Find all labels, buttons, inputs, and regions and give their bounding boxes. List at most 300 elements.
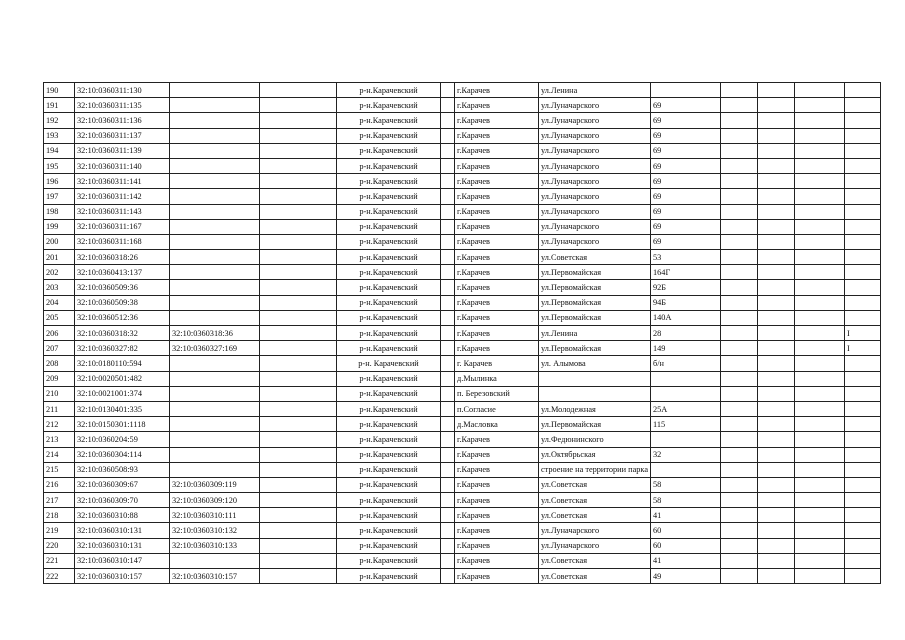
cell-house-number: 149 [651, 341, 721, 356]
cell-cadastral-number: 32:10:0360310:147 [75, 553, 170, 568]
cell-col-11 [758, 523, 795, 538]
cell-related-cadastral-number [170, 295, 260, 310]
table-row [44, 310, 881, 325]
table-row [44, 98, 881, 113]
table-row [44, 204, 881, 219]
cell-district: р-н.Карачевский [337, 553, 441, 568]
cell-col-11 [758, 432, 795, 447]
cell-street: ул.Ленина [539, 326, 651, 341]
cell-locality: г.Карачев [455, 98, 539, 113]
cell-house-number: 28 [651, 326, 721, 341]
cell-related-cadastral-number [170, 265, 260, 280]
cell-extra-field [260, 310, 337, 325]
cell-col-12 [795, 280, 845, 295]
cell-blank [441, 341, 455, 356]
cell-col-13 [845, 447, 881, 462]
cell-cadastral-number: 32:10:0020501:482 [75, 371, 170, 386]
cell-house-number: 69 [651, 189, 721, 204]
cell-col-13 [845, 83, 881, 98]
cell-locality: г.Карачев [455, 538, 539, 553]
cell-house-number: 69 [651, 128, 721, 143]
cell-col-13 [845, 477, 881, 492]
cell-col-11 [758, 310, 795, 325]
cell-row-number: 218 [44, 508, 75, 523]
cell-row-number: 202 [44, 265, 75, 280]
cell-cadastral-number: 32:10:0360310:157 [75, 569, 170, 584]
cell-extra-field [260, 128, 337, 143]
cell-extra-field [260, 356, 337, 371]
cell-district: р-н.Карачевский [337, 386, 441, 401]
cell-row-number: 194 [44, 143, 75, 158]
cell-street: ул.Советская [539, 569, 651, 584]
cell-district: р-н.Карачевский [337, 569, 441, 584]
cell-col-13 [845, 280, 881, 295]
cell-col-11 [758, 98, 795, 113]
cell-col-10 [721, 508, 758, 523]
cell-locality: г.Карачев [455, 493, 539, 508]
cell-street: ул.Молодежная [539, 401, 651, 416]
cell-col-11 [758, 234, 795, 249]
table-row [44, 477, 881, 492]
cell-col-11 [758, 204, 795, 219]
cell-extra-field [260, 523, 337, 538]
cell-house-number: 69 [651, 143, 721, 158]
cell-row-number: 213 [44, 432, 75, 447]
cell-street: ул.Ленина [539, 83, 651, 98]
cell-col-13 [845, 401, 881, 416]
cell-extra-field [260, 553, 337, 568]
table-row [44, 493, 881, 508]
cell-row-number: 219 [44, 523, 75, 538]
cell-col-13 [845, 250, 881, 265]
cell-blank [441, 447, 455, 462]
cell-col-11 [758, 538, 795, 553]
cell-blank [441, 326, 455, 341]
cell-col-10 [721, 113, 758, 128]
cell-extra-field [260, 158, 337, 173]
cell-col-11 [758, 341, 795, 356]
cell-street: ул.Луначарского [539, 174, 651, 189]
cell-district: р-н.Карачевский [337, 432, 441, 447]
cell-street: ул.Луначарского [539, 158, 651, 173]
cell-street [539, 386, 651, 401]
cell-blank [441, 493, 455, 508]
cell-district: р-н.Карачевский [337, 493, 441, 508]
cell-col-13 [845, 143, 881, 158]
cell-col-10 [721, 493, 758, 508]
cell-col-10 [721, 280, 758, 295]
table-row [44, 401, 881, 416]
cell-house-number [651, 432, 721, 447]
cell-extra-field [260, 295, 337, 310]
cell-row-number: 204 [44, 295, 75, 310]
cell-district: р-н.Карачевский [337, 417, 441, 432]
cell-district: р-н.Карачевский [337, 341, 441, 356]
cell-col-11 [758, 462, 795, 477]
cell-row-number: 200 [44, 234, 75, 249]
table-row [44, 569, 881, 584]
cell-district: р-н.Карачевский [337, 83, 441, 98]
cell-street: ул.Луначарского [539, 143, 651, 158]
cell-related-cadastral-number [170, 356, 260, 371]
cell-street: ул.Луначарского [539, 523, 651, 538]
cell-related-cadastral-number [170, 204, 260, 219]
cell-col-12 [795, 356, 845, 371]
table-row [44, 280, 881, 295]
cell-extra-field [260, 250, 337, 265]
cell-col-13 [845, 174, 881, 189]
cell-related-cadastral-number [170, 386, 260, 401]
cell-extra-field [260, 174, 337, 189]
cell-col-11 [758, 417, 795, 432]
cell-col-10 [721, 265, 758, 280]
cell-cadastral-number: 32:10:0360311:141 [75, 174, 170, 189]
cell-col-10 [721, 143, 758, 158]
cell-col-10 [721, 477, 758, 492]
cell-house-number: 69 [651, 158, 721, 173]
cell-extra-field [260, 83, 337, 98]
cell-col-13 [845, 417, 881, 432]
cell-locality: г.Карачев [455, 143, 539, 158]
cell-locality: г.Карачев [455, 113, 539, 128]
cell-house-number [651, 462, 721, 477]
cell-row-number: 208 [44, 356, 75, 371]
cell-col-10 [721, 553, 758, 568]
table-row [44, 371, 881, 386]
cell-row-number: 197 [44, 189, 75, 204]
cell-related-cadastral-number [170, 553, 260, 568]
cell-related-cadastral-number [170, 158, 260, 173]
cell-district: р-н.Карачевский [337, 477, 441, 492]
cell-blank [441, 386, 455, 401]
cell-col-10 [721, 83, 758, 98]
cell-cadastral-number: 32:10:0360512:36 [75, 310, 170, 325]
cell-house-number: 140А [651, 310, 721, 325]
cell-blank [441, 280, 455, 295]
cell-col-13 [845, 219, 881, 234]
cell-col-10 [721, 295, 758, 310]
cell-blank [441, 371, 455, 386]
cell-extra-field [260, 189, 337, 204]
cell-col-12 [795, 493, 845, 508]
cell-related-cadastral-number [170, 174, 260, 189]
cell-district: р-н.Карачевский [337, 174, 441, 189]
cell-col-12 [795, 234, 845, 249]
cell-locality: г.Карачев [455, 523, 539, 538]
table-row [44, 143, 881, 158]
cell-blank [441, 98, 455, 113]
cell-cadastral-number: 32:10:0360318:32 [75, 326, 170, 341]
cell-related-cadastral-number [170, 401, 260, 416]
table-row [44, 356, 881, 371]
cell-house-number [651, 386, 721, 401]
cell-house-number: 69 [651, 174, 721, 189]
cell-street: ул.Первомайская [539, 310, 651, 325]
cell-blank [441, 83, 455, 98]
cell-cadastral-number: 32:10:0360311:136 [75, 113, 170, 128]
table-row [44, 295, 881, 310]
cell-extra-field [260, 234, 337, 249]
cell-extra-field [260, 143, 337, 158]
cell-col-10 [721, 158, 758, 173]
cell-col-13 [845, 189, 881, 204]
cell-extra-field [260, 326, 337, 341]
cell-district: р-н.Карачевский [337, 128, 441, 143]
cell-col-13 [845, 265, 881, 280]
cell-col-12 [795, 417, 845, 432]
cell-district: р-н.Карачевский [337, 98, 441, 113]
cell-col-10 [721, 417, 758, 432]
cell-street: ул.Луначарского [539, 538, 651, 553]
table-row [44, 174, 881, 189]
table-row [44, 189, 881, 204]
cell-related-cadastral-number [170, 250, 260, 265]
table-row [44, 128, 881, 143]
cell-col-10 [721, 250, 758, 265]
cell-col-12 [795, 219, 845, 234]
table-row [44, 553, 881, 568]
cell-col-11 [758, 493, 795, 508]
cell-col-12 [795, 143, 845, 158]
cell-blank [441, 189, 455, 204]
cell-district: р-н. Карачевский [337, 356, 441, 371]
table-row [44, 447, 881, 462]
table-row [44, 508, 881, 523]
cell-extra-field [260, 113, 337, 128]
cell-district: р-н.Карачевский [337, 219, 441, 234]
table-row [44, 386, 881, 401]
cell-col-11 [758, 158, 795, 173]
cell-col-12 [795, 128, 845, 143]
cell-cadastral-number: 32:10:0130401:335 [75, 401, 170, 416]
table-row [44, 462, 881, 477]
cell-col-10 [721, 386, 758, 401]
cell-blank [441, 462, 455, 477]
cell-cadastral-number: 32:10:0360327:82 [75, 341, 170, 356]
cell-row-number: 215 [44, 462, 75, 477]
cell-house-number: 69 [651, 204, 721, 219]
cell-col-12 [795, 401, 845, 416]
cell-col-12 [795, 250, 845, 265]
cell-blank [441, 265, 455, 280]
cell-house-number [651, 83, 721, 98]
cell-col-12 [795, 113, 845, 128]
table-row [44, 219, 881, 234]
cell-related-cadastral-number: 32:10:0360310:111 [170, 508, 260, 523]
cell-street: ул.Первомайская [539, 417, 651, 432]
cell-cadastral-number: 32:10:0021001:374 [75, 386, 170, 401]
cell-district: р-н.Карачевский [337, 113, 441, 128]
cell-street: ул.Луначарского [539, 113, 651, 128]
cell-extra-field [260, 432, 337, 447]
cell-district: р-н.Карачевский [337, 158, 441, 173]
table-row [44, 265, 881, 280]
cell-blank [441, 250, 455, 265]
cell-col-13: I [845, 341, 881, 356]
cell-col-12 [795, 569, 845, 584]
table-row [44, 432, 881, 447]
cell-locality: г.Карачев [455, 295, 539, 310]
cell-col-12 [795, 447, 845, 462]
cell-col-12 [795, 523, 845, 538]
cell-col-13 [845, 523, 881, 538]
table-row [44, 250, 881, 265]
cell-district: р-н.Карачевский [337, 401, 441, 416]
cell-col-11 [758, 477, 795, 492]
table-row [44, 417, 881, 432]
cell-cadastral-number: 32:10:0360309:67 [75, 477, 170, 492]
cell-house-number: 164Г [651, 265, 721, 280]
cell-locality: г.Карачев [455, 462, 539, 477]
cell-col-12 [795, 295, 845, 310]
cell-locality: г.Карачев [455, 174, 539, 189]
cell-col-10 [721, 219, 758, 234]
cell-col-12 [795, 98, 845, 113]
cell-locality: г.Карачев [455, 508, 539, 523]
cell-col-12 [795, 371, 845, 386]
cell-extra-field [260, 386, 337, 401]
cell-related-cadastral-number [170, 310, 260, 325]
cell-cadastral-number: 32:10:0360311:168 [75, 234, 170, 249]
cell-street: ул.Федюнинского [539, 432, 651, 447]
cell-street [539, 371, 651, 386]
cell-related-cadastral-number [170, 219, 260, 234]
cell-extra-field [260, 493, 337, 508]
cell-col-11 [758, 250, 795, 265]
cell-related-cadastral-number: 32:10:0360318:36 [170, 326, 260, 341]
cell-col-10 [721, 128, 758, 143]
cell-house-number: 41 [651, 553, 721, 568]
cell-col-13 [845, 158, 881, 173]
cell-related-cadastral-number: 32:10:0360310:133 [170, 538, 260, 553]
cell-row-number: 195 [44, 158, 75, 173]
cell-locality: п.Согласие [455, 401, 539, 416]
cell-row-number: 211 [44, 401, 75, 416]
cell-related-cadastral-number: 32:10:0360310:132 [170, 523, 260, 538]
cell-street: ул.Советская [539, 508, 651, 523]
cell-locality: г.Карачев [455, 432, 539, 447]
cell-blank [441, 143, 455, 158]
cell-related-cadastral-number: 32:10:0360327:169 [170, 341, 260, 356]
cell-house-number: 69 [651, 98, 721, 113]
cell-col-12 [795, 386, 845, 401]
cell-col-11 [758, 569, 795, 584]
cell-district: р-н.Карачевский [337, 265, 441, 280]
cell-street: ул.Луначарского [539, 128, 651, 143]
cell-cadastral-number: 32:10:0360311:142 [75, 189, 170, 204]
cell-col-12 [795, 462, 845, 477]
cell-col-11 [758, 143, 795, 158]
cell-related-cadastral-number [170, 113, 260, 128]
cell-col-10 [721, 356, 758, 371]
cell-locality: г.Карачев [455, 219, 539, 234]
cell-col-10 [721, 401, 758, 416]
cell-blank [441, 128, 455, 143]
cell-street: ул.Луначарского [539, 204, 651, 219]
cell-col-13 [845, 295, 881, 310]
cell-col-12 [795, 538, 845, 553]
cell-locality: г.Карачев [455, 477, 539, 492]
cell-col-12 [795, 265, 845, 280]
cell-related-cadastral-number: 32:10:0360309:120 [170, 493, 260, 508]
cell-extra-field [260, 447, 337, 462]
cell-col-13 [845, 569, 881, 584]
cell-col-12 [795, 477, 845, 492]
table-row [44, 83, 881, 98]
cell-blank [441, 508, 455, 523]
cell-cadastral-number: 32:10:0180110:594 [75, 356, 170, 371]
cell-house-number: 53 [651, 250, 721, 265]
cell-district: р-н.Карачевский [337, 310, 441, 325]
cell-col-13 [845, 204, 881, 219]
cell-col-11 [758, 280, 795, 295]
cell-extra-field [260, 280, 337, 295]
cell-district: р-н.Карачевский [337, 462, 441, 477]
cell-extra-field [260, 204, 337, 219]
cell-col-12 [795, 83, 845, 98]
cell-district: р-н.Карачевский [337, 295, 441, 310]
cell-col-10 [721, 462, 758, 477]
cell-extra-field [260, 341, 337, 356]
cell-col-13 [845, 98, 881, 113]
cell-district: р-н.Карачевский [337, 189, 441, 204]
cell-house-number: 69 [651, 113, 721, 128]
cell-extra-field [260, 98, 337, 113]
cell-row-number: 210 [44, 386, 75, 401]
cell-col-11 [758, 401, 795, 416]
cell-col-13 [845, 128, 881, 143]
cell-district: р-н.Карачевский [337, 523, 441, 538]
cell-row-number: 209 [44, 371, 75, 386]
cell-house-number: 32 [651, 447, 721, 462]
cell-col-12 [795, 553, 845, 568]
cell-street: ул.Советская [539, 250, 651, 265]
cell-house-number: 94Б [651, 295, 721, 310]
cell-related-cadastral-number [170, 98, 260, 113]
table-row [44, 113, 881, 128]
cell-street: ул.Луначарского [539, 219, 651, 234]
cell-house-number: 49 [651, 569, 721, 584]
cell-street: ул.Первомайская [539, 295, 651, 310]
cell-district: р-н.Карачевский [337, 447, 441, 462]
cell-district: р-н.Карачевский [337, 371, 441, 386]
cell-extra-field [260, 265, 337, 280]
cell-district: р-н.Карачевский [337, 326, 441, 341]
cell-col-13 [845, 234, 881, 249]
cell-col-11 [758, 386, 795, 401]
cell-row-number: 196 [44, 174, 75, 189]
cell-cadastral-number: 32:10:0360310:131 [75, 523, 170, 538]
cell-house-number: 41 [651, 508, 721, 523]
cell-extra-field [260, 219, 337, 234]
cell-col-11 [758, 326, 795, 341]
cell-row-number: 203 [44, 280, 75, 295]
cell-row-number: 212 [44, 417, 75, 432]
cell-col-10 [721, 371, 758, 386]
cell-house-number: 115 [651, 417, 721, 432]
cell-street: строение на территории парка [539, 462, 651, 477]
cell-house-number: 69 [651, 234, 721, 249]
cell-extra-field [260, 508, 337, 523]
cell-street: ул.Советская [539, 553, 651, 568]
cell-district: р-н.Карачевский [337, 508, 441, 523]
cell-row-number: 198 [44, 204, 75, 219]
cell-col-13: I [845, 326, 881, 341]
cell-street: ул.Советская [539, 493, 651, 508]
cell-col-10 [721, 341, 758, 356]
cell-row-number: 193 [44, 128, 75, 143]
cell-district: р-н.Карачевский [337, 143, 441, 158]
